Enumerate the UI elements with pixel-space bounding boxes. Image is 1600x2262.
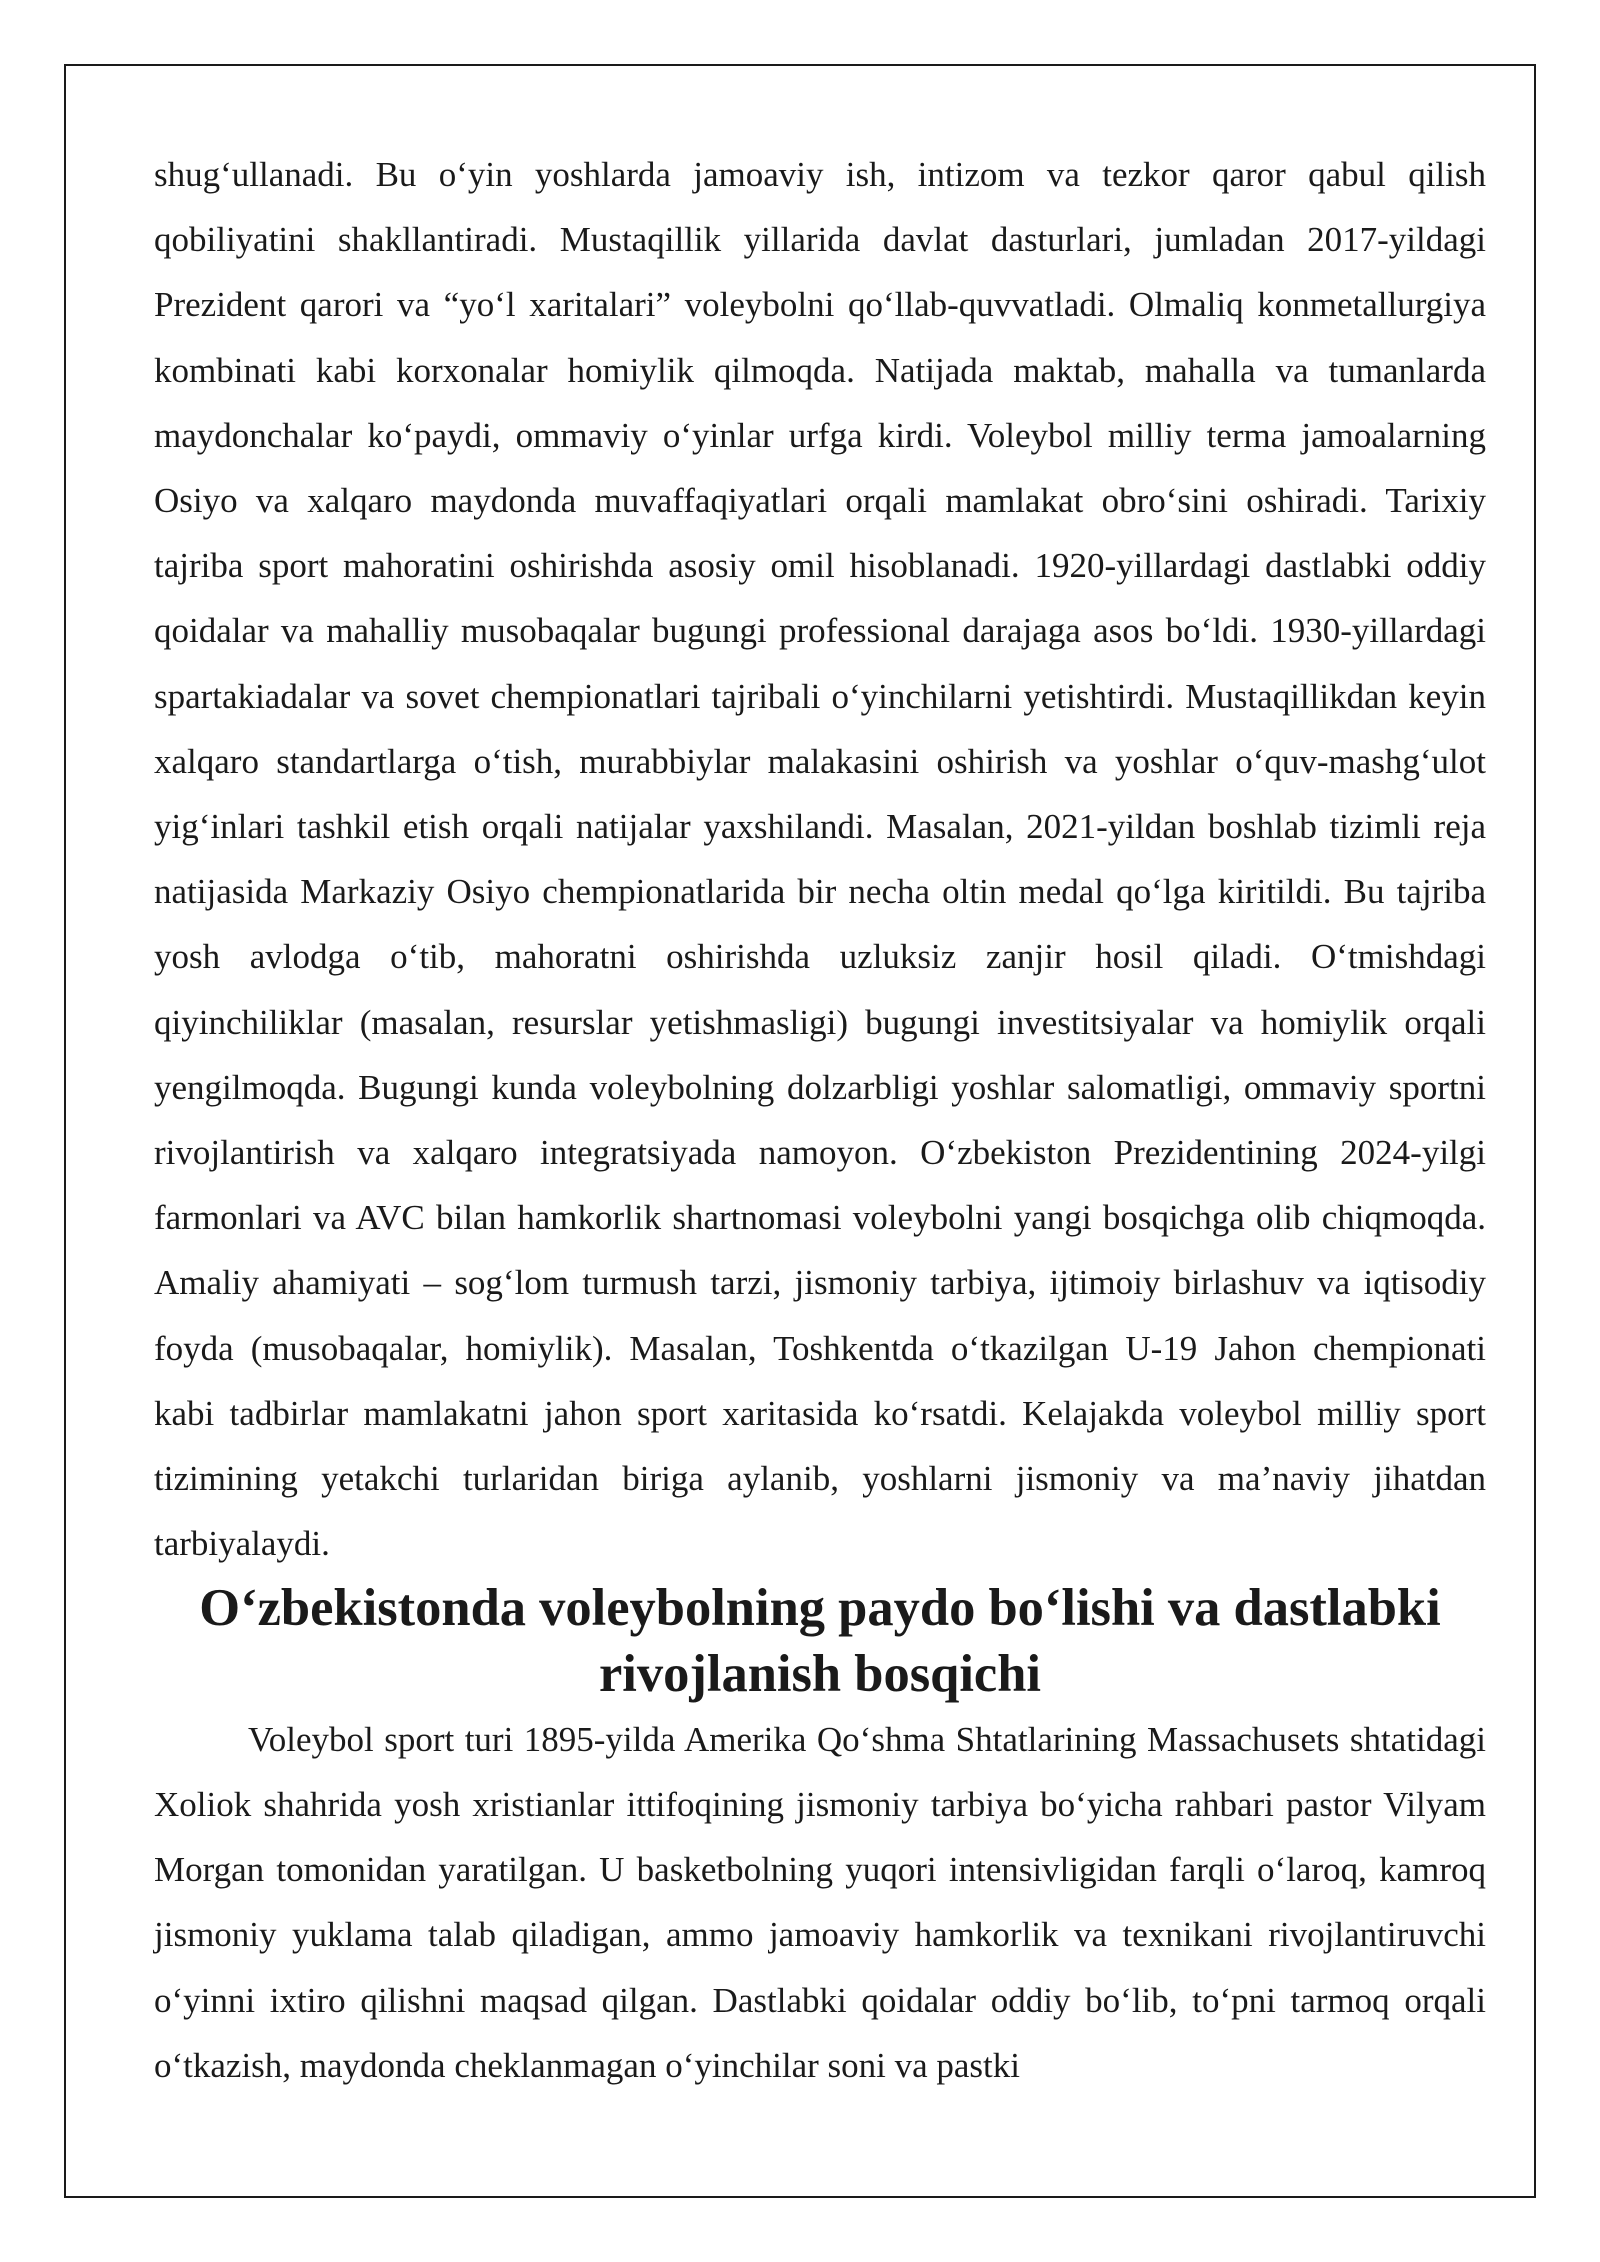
document-body: [154, 142, 1486, 2098]
body-paragraph: Voleybol sport turi 1895-yilda Amerika Qo‘shma Shtatlarining Massachusets shtatidagi Xoliok shahrida yosh xristianlar ittifoqining jismoniy tarbiya bo‘yicha rahbari pastor Vilyam Morgan tomonidan yaratilgan. U basketbolning yuqori intensivligidan farqli o‘laroq, kamroq jismoniy yuklama talab qiladigan, ammo jamoaviy hamkorlik va texnikani rivojlantiruvchi o‘yinni ixtiro qilishni maqsad qilgan. Dastlabki qoidalar oddiy bo‘lib, to‘pni tarmoq orqali o‘tkazish, maydonda cheklanmagan o‘yinchilar soni va pastki: [154, 1719, 1486, 2085]
body-paragraph: shug‘ullanadi. Bu o‘yin yoshlarda jamoaviy ish, intizom va tezkor qaror qabul qilish qobiliyatini shakllantiradi. Mustaqillik yillarida davlat dasturlari, jumladan 2017-yildagi Prezident qarori va “yo‘l xaritalari” voleybolni qo‘llab-quvvatladi. Olmaliq konmetallurgiya kombinati kabi korxonalar homiylik qilmoqda. Natijada maktab, mahalla va tumanlarda maydonchalar ko‘paydi, ommaviy o‘yinlar urfga kirdi. Voleybol milliy terma jamoalarning Osiyo va xalqaro maydonda muvaffaqiyatlari orqali mamlakat obro‘sini oshiradi. Tarixiy tajriba sport mahoratini oshirishda asosiy omil hisoblanadi. 1920-yillardagi dastlabki oddiy qoidalar va mahalliy musobaqalar bugungi professional darajaga asos bo‘ldi. 1930-yillardagi spartakiadalar va sovet chempionatlari tajribali o‘yinchilarni yetishtirdi. Mustaqillikdan keyin xalqaro standartlarga o‘tish, murabbiylar malakasini oshirish va yoshlar o‘quv-mashg‘ulot yig‘inlari tashkil etish orqali natijalar yaxshilandi. Masalan, 2021-yildan boshlab tizimli reja natijasida Markaziy Osiyo chempionatlarida bir necha oltin medal qo‘lga kiritildi. Bu tajriba yosh avlodga o‘tib, mahoratni oshirishda uzluksiz zanjir hosil qiladi. O‘tmishdagi qiyinchiliklar (masalan, resurslar yetishmasligi) bugungi investitsiyalar va homiylik orqali yengilmoqda. Bugungi kunda voleybolning dolzarbligi yoshlar salomatligi, ommaviy sportni rivojlantirish va xalqaro integratsiyada namoyon. O‘zbekiston Prezidentining 2024-yilgi farmonlari va AVC bilan hamkorlik shartnomasi voleybolni yangi bosqichga olib chiqmoqda. Amaliy ahamiyati – sog‘lom turmush tarzi, jismoniy tarbiya, ijtimoiy birlashuv va iqtisodiy foyda (musobaqalar, homiylik). Masalan, Toshkentda o‘tkazilgan U-19 Jahon chempionati kabi tadbirlar mamlakatni jahon sport xaritasida ko‘rsatdi. Kelajakda voleybol milliy sport tizimining yetakchi turlaridan biriga aylanib, yoshlarni jismoniy va ma’naviy jihatdan tarbiyalaydi.: [154, 155, 1486, 1564]
section-heading: O‘zbekistonda voleybolning paydo bo‘lishi va dastlabki rivojlanish bosqichi: [199, 1579, 1441, 1703]
